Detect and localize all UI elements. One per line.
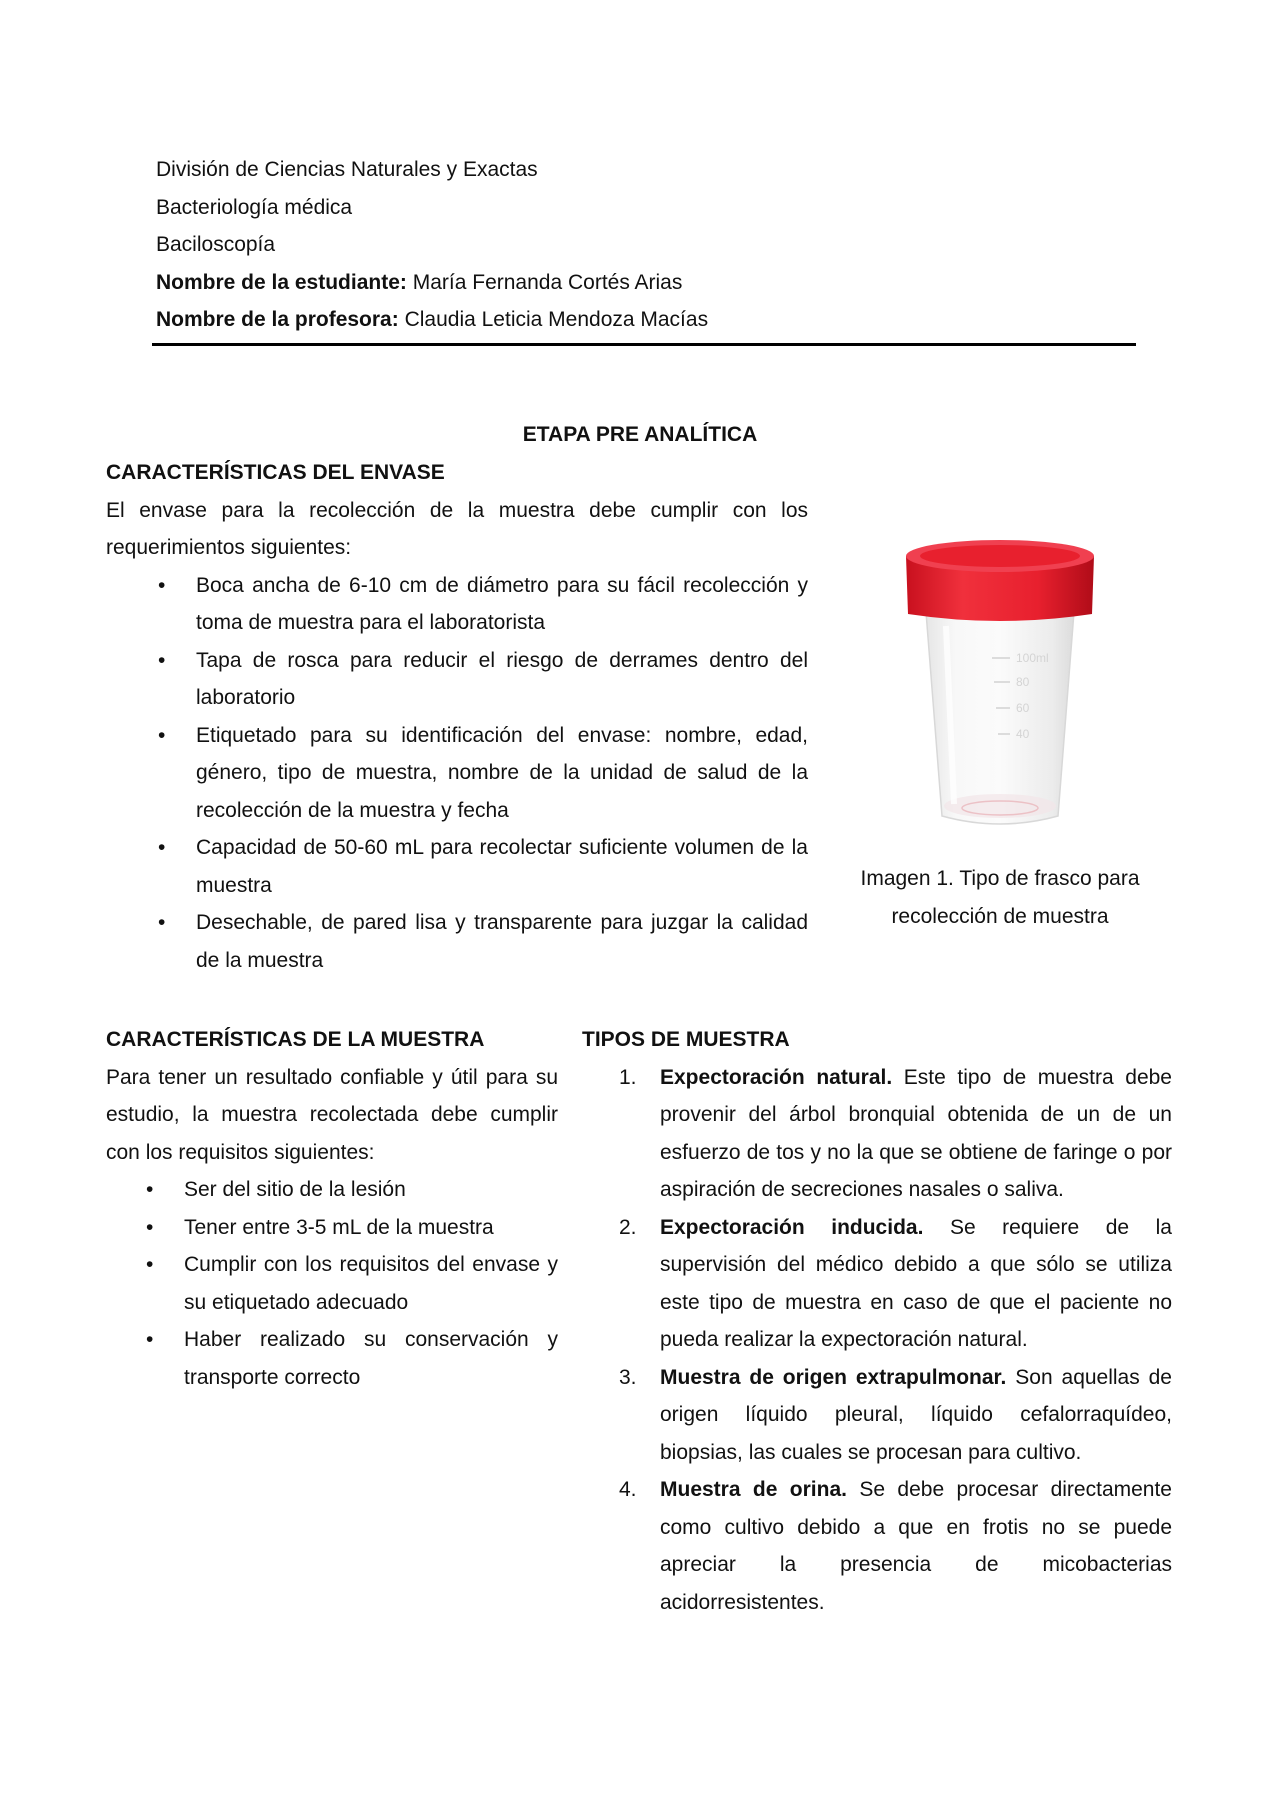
teacher-name: Claudia Leticia Mendoza Macías [404, 308, 709, 331]
tipos-section [582, 1021, 1172, 1621]
envase-intro: El envase para la recolección de la muestra debe cumplir con los requerimientos siguientes: [106, 498, 808, 559]
graduation-label: 60 [1016, 701, 1030, 715]
graduation-label: 40 [1016, 727, 1030, 741]
student-label: Nombre de la estudiante: [156, 270, 407, 294]
header-divider [152, 343, 1136, 346]
item-number: 2. [619, 1215, 637, 1239]
list-item [582, 1359, 1172, 1472]
list-item: • Ser del sitio de la lesión [106, 1171, 558, 1209]
list-item: • Tener entre 3-5 mL de la muestra [106, 1209, 558, 1247]
muestra-intro: Para tener un resultado confiable y útil para su estudio, la muestra recolectada debe cumplir con los requisitos siguientes: [106, 1065, 558, 1164]
item-text: Se debe procesar directamente como cultivo debido a que en frotis no se puede apreciar la presencia de micobacterias acidorresistentes. [660, 1478, 1172, 1614]
teacher-line [156, 301, 1136, 339]
item-number: 1. [619, 1065, 637, 1089]
item-number: 4. [619, 1478, 637, 1501]
muestra-section [106, 1021, 558, 1396]
item-text: Son aquellas de origen líquido pleural, líquido cefalorraquídeo, biopsias, las cuales se procesan para cultivo. [660, 1365, 1172, 1464]
item-title: Muestra de orina. [660, 1478, 847, 1501]
jar-figure [840, 536, 1160, 935]
item-title: Expectoración inducida. [660, 1215, 924, 1239]
list-item: • Desechable, de pared lisa y transparente para juzgar la calidad de la muestra [106, 904, 808, 979]
list-item: • Tapa de rosca para reducir el riesgo de derrames dentro del laboratorio [106, 642, 808, 717]
list-item: • Boca ancha de 6-10 cm de diámetro para su fácil recolección y toma de muestra para el laboratorista [106, 567, 808, 642]
specimen-jar-image [880, 536, 1120, 836]
course-line: Bacteriología médica [156, 195, 353, 219]
item-text: Este tipo de muestra debe provenir del árbol bronquial obtenida de un de un esfuerzo de tos y no la que se obtiene de faringe o por aspiración de secreciones nasales o saliva. [660, 1065, 1172, 1201]
muestra-list [106, 1171, 558, 1396]
graduation-label: 80 [1016, 675, 1030, 689]
tipos-heading: TIPOS DE MUESTRA [582, 1028, 790, 1051]
envase-list [106, 567, 808, 980]
section-title: ETAPA PRE ANALÍTICA [522, 423, 758, 446]
item-number: 3. [619, 1365, 637, 1389]
student-name: María Fernanda Cortés Arias [412, 270, 683, 294]
caption-line-2: recolección de muestra [891, 904, 1109, 928]
list-item: • Etiquetado para su identificación del envase: nombre, edad, género, tipo de muestra, nombre de la unidad de salud de la recolección de la muestra y fecha [106, 717, 808, 830]
item-text: Se requiere de la supervisión del médico debido a que sólo se utiliza este tipo de muestra en caso de que el paciente no pueda realizar la expectoración natural. [660, 1215, 1172, 1351]
list-item: • Cumplir con los requisitos del envase y su etiquetado adecuado [106, 1246, 558, 1321]
division-line: División de Ciencias Naturales y Exactas [156, 158, 538, 181]
item-title: Expectoración natural. [660, 1065, 893, 1089]
list-item: • Capacidad de 50-60 mL para recolectar suficiente volumen de la muestra [106, 829, 808, 904]
student-line [156, 264, 1136, 302]
envase-section [106, 454, 808, 979]
tipos-list [582, 1059, 1172, 1622]
item-title: Muestra de origen extrapulmonar. [660, 1365, 1007, 1389]
topic-line: Baciloscopía [156, 233, 276, 256]
document-header [156, 151, 1136, 339]
list-item: • Haber realizado su conservación y transporte correcto [106, 1321, 558, 1396]
caption-line-1: Imagen 1. Tipo de frasco para [860, 867, 1140, 890]
list-item [582, 1209, 1172, 1359]
cap-top-inner [920, 545, 1080, 567]
envase-heading: CARACTERÍSTICAS DEL ENVASE [106, 461, 445, 484]
graduation-label: 100ml [1016, 651, 1049, 665]
teacher-label: Nombre de la profesora: [156, 308, 399, 331]
muestra-heading: CARACTERÍSTICAS DE LA MUESTRA [106, 1028, 485, 1051]
figure-caption [840, 860, 1160, 935]
list-item [582, 1059, 1172, 1209]
list-item [582, 1471, 1172, 1621]
